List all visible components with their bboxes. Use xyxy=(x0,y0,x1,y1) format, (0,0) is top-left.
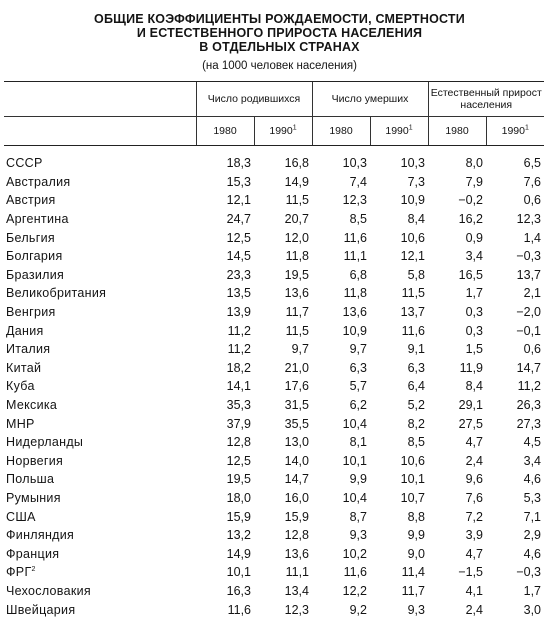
value-cell: 1,7 xyxy=(523,583,542,598)
value-cell: 4,6 xyxy=(523,472,542,487)
country-cell: Чехословакия xyxy=(6,583,91,598)
value-cell: 6,4 xyxy=(407,379,425,394)
value-cell: 15,9 xyxy=(284,509,309,524)
value-cell: 13,0 xyxy=(284,435,309,450)
value-cell: 15,3 xyxy=(226,174,251,189)
value-cell: 12,1 xyxy=(226,193,251,208)
value-cell: 9,7 xyxy=(349,342,367,357)
value-cell: 1,5 xyxy=(465,342,483,357)
value-cell: 0,6 xyxy=(523,193,542,208)
value-cell: 15,9 xyxy=(226,509,251,524)
value-cell: 16,2 xyxy=(458,212,483,227)
value-cell: 11,6 xyxy=(343,565,367,580)
value-cell: 13,4 xyxy=(284,583,309,598)
value-cell: 7,6 xyxy=(465,490,483,505)
table-row xyxy=(4,247,544,266)
table-row xyxy=(4,210,544,229)
value-cell: 4,5 xyxy=(523,435,542,450)
value-cell: 2,9 xyxy=(523,528,542,543)
value-cell: 11,6 xyxy=(343,230,367,245)
country-cell: Китай xyxy=(6,360,42,375)
header-blank-cell xyxy=(4,82,196,117)
value-cell: 7,2 xyxy=(465,509,483,524)
country-cell: Аргентина xyxy=(6,212,69,227)
value-cell: 11,2 xyxy=(227,342,251,357)
value-cell: 4,7 xyxy=(465,546,483,561)
group-header-row xyxy=(4,82,544,117)
value-cell: 1,7 xyxy=(465,286,483,301)
value-cell: 37,9 xyxy=(226,416,251,431)
value-cell: 12,3 xyxy=(342,193,367,208)
value-cell: 27,5 xyxy=(458,416,483,431)
value-cell: 20,7 xyxy=(284,212,309,227)
value-cell: 9,2 xyxy=(349,602,367,617)
value-cell: 7,6 xyxy=(523,174,542,189)
value-cell: 0,6 xyxy=(523,342,542,357)
value-cell: 12,0 xyxy=(284,230,309,245)
value-cell: 19,5 xyxy=(226,472,251,487)
value-cell: 11,9 xyxy=(459,360,483,375)
value-cell: 4,7 xyxy=(465,435,483,450)
country-cell: Австрия xyxy=(6,193,56,208)
group-header-births: Число родившихся xyxy=(196,82,312,117)
table-row xyxy=(4,303,544,322)
value-cell: 11,8 xyxy=(285,249,309,264)
value-cell: 11,1 xyxy=(343,249,367,264)
value-cell: 14,0 xyxy=(284,453,309,468)
value-cell: 8,1 xyxy=(349,435,367,450)
value-cell: 4,1 xyxy=(465,583,483,598)
value-cell: 13,9 xyxy=(226,305,251,320)
value-cell: 13,7 xyxy=(516,267,542,282)
country-cell: Италия xyxy=(6,342,51,357)
value-cell: 14,1 xyxy=(226,379,251,394)
value-cell: 3,4 xyxy=(465,249,483,264)
value-cell: 10,6 xyxy=(400,230,425,245)
year-header: 1980 xyxy=(196,117,254,146)
group-header-growth: Естественный прирост населения xyxy=(428,82,544,117)
table-row xyxy=(4,359,544,378)
country-cell: СССР xyxy=(6,156,43,171)
value-cell: 12,3 xyxy=(284,602,309,617)
value-cell: 3,4 xyxy=(523,453,542,468)
value-cell: 5,3 xyxy=(523,490,542,505)
year-header: 1990$^1$ xyxy=(370,117,428,146)
year-header: 1980 xyxy=(428,117,486,146)
table-row xyxy=(4,191,544,210)
value-cell: 21,0 xyxy=(284,360,309,375)
value-cell: 9,1 xyxy=(407,342,425,357)
value-cell: 10,9 xyxy=(400,193,425,208)
value-cell: 16,5 xyxy=(458,267,483,282)
value-cell: 16,3 xyxy=(226,583,251,598)
value-cell: −0,1 xyxy=(516,323,542,338)
value-cell: 13,2 xyxy=(226,528,251,543)
value-cell: 10,2 xyxy=(342,546,367,561)
value-cell: 1,4 xyxy=(523,230,542,245)
value-cell: 8,8 xyxy=(407,509,425,524)
value-cell: 3,9 xyxy=(465,528,483,543)
value-cell: 8,5 xyxy=(349,212,367,227)
value-cell: 0,3 xyxy=(465,305,483,320)
country-cell: Австралия xyxy=(6,174,71,189)
value-cell: 2,4 xyxy=(465,453,483,468)
table-row xyxy=(4,470,544,489)
value-cell: 8,5 xyxy=(407,435,425,450)
value-cell: 10,6 xyxy=(400,453,425,468)
value-cell: 8,4 xyxy=(407,212,425,227)
value-cell: −0,3 xyxy=(516,565,542,580)
country-cell: Дания xyxy=(6,323,44,338)
country-cell: Нидерланды xyxy=(6,435,84,450)
value-cell: 13,6 xyxy=(342,305,367,320)
value-cell: 17,6 xyxy=(284,379,309,394)
value-cell: 13,5 xyxy=(226,286,251,301)
table-row xyxy=(4,452,544,471)
value-cell: 10,4 xyxy=(342,490,367,505)
country-cell: МНР xyxy=(6,416,35,431)
value-cell: 0,9 xyxy=(465,230,483,245)
value-cell: 35,3 xyxy=(226,398,251,413)
value-cell: 2,4 xyxy=(465,602,483,617)
value-cell: 26,3 xyxy=(516,398,542,413)
value-cell: 18,3 xyxy=(226,156,251,171)
country-cell: Румыния xyxy=(6,490,61,505)
value-cell: 11,5 xyxy=(401,286,425,301)
value-cell: 6,2 xyxy=(349,398,367,413)
spacer-row xyxy=(4,146,544,155)
country-cell: Венгрия xyxy=(6,305,56,320)
value-cell: 11,6 xyxy=(401,323,425,338)
value-cell: 9,3 xyxy=(407,602,425,617)
page-header xyxy=(0,12,549,73)
value-cell: 8,0 xyxy=(465,156,483,171)
country-cell: Польша xyxy=(6,472,55,487)
value-cell: 7,9 xyxy=(465,174,483,189)
value-cell: 4,6 xyxy=(523,546,542,561)
value-cell: 10,1 xyxy=(342,453,367,468)
value-cell: 9,7 xyxy=(291,342,309,357)
value-cell: 11,7 xyxy=(401,583,425,598)
value-cell: 11,5 xyxy=(285,323,309,338)
value-cell: 11,1 xyxy=(285,565,309,580)
value-cell: 7,1 xyxy=(523,509,542,524)
value-cell: 11,2 xyxy=(517,379,542,394)
year-header: 1990$^1$ xyxy=(254,117,312,146)
table-row xyxy=(4,377,544,396)
table-row xyxy=(4,489,544,508)
value-cell: 10,1 xyxy=(226,565,251,580)
value-cell: 6,5 xyxy=(523,156,542,171)
value-cell: 5,8 xyxy=(407,267,425,282)
value-cell: 16,0 xyxy=(284,490,309,505)
value-cell: 12,5 xyxy=(226,230,251,245)
table-body xyxy=(4,146,544,619)
value-cell: 35,5 xyxy=(284,416,309,431)
page-subtitle: (на 1000 человек населения) xyxy=(202,60,357,72)
value-cell: 8,2 xyxy=(407,416,425,431)
title-line-3: В ОТДЕЛЬНЫХ СТРАНАХ xyxy=(199,40,360,54)
value-cell: −1,5 xyxy=(458,565,483,580)
value-cell: 13,6 xyxy=(284,286,309,301)
value-cell: 9,9 xyxy=(349,472,367,487)
value-cell: 12,8 xyxy=(226,435,251,450)
value-cell: 19,5 xyxy=(284,267,309,282)
value-cell: 8,4 xyxy=(465,379,483,394)
table-row xyxy=(4,582,544,601)
value-cell: 12,8 xyxy=(284,528,309,543)
value-cell: 10,3 xyxy=(400,156,425,171)
value-cell: 16,8 xyxy=(284,156,309,171)
country-cell: Франция xyxy=(6,546,60,561)
value-cell: 27,3 xyxy=(516,416,542,431)
value-cell: 10,7 xyxy=(400,490,425,505)
value-cell: 11,2 xyxy=(227,323,251,338)
table-row xyxy=(4,544,544,563)
value-cell: −0,3 xyxy=(516,249,542,264)
value-cell: 12,3 xyxy=(516,212,542,227)
country-cell: Швейцария xyxy=(6,602,76,617)
country-cell: Финляндия xyxy=(6,528,75,543)
value-cell: 10,3 xyxy=(342,156,367,171)
value-cell: 0,3 xyxy=(465,323,483,338)
header-blank-cell xyxy=(4,117,196,146)
table-row xyxy=(4,526,544,545)
table-row xyxy=(4,396,544,415)
title-line-1: ОБЩИЕ КОЭФФИЦИЕНТЫ РОЖДАЕМОСТИ, СМЕРТНОСТИ xyxy=(94,12,465,26)
year-header: 1980 xyxy=(312,117,370,146)
value-cell: 6,8 xyxy=(349,267,367,282)
group-header-deaths: Число умерших xyxy=(312,82,428,117)
country-cell: Норвегия xyxy=(6,453,64,468)
table-row xyxy=(4,321,544,340)
value-cell: 11,8 xyxy=(343,286,367,301)
value-cell: 12,1 xyxy=(400,249,425,264)
value-cell: 14,7 xyxy=(516,360,542,375)
country-cell: Мексика xyxy=(6,398,58,413)
table-row xyxy=(4,154,544,173)
table-row xyxy=(4,507,544,526)
value-cell: 29,1 xyxy=(458,398,483,413)
title-line-2: И ЕСТЕСТВЕННОГО ПРИРОСТА НАСЕЛЕНИЯ xyxy=(136,26,423,40)
value-cell: 18,2 xyxy=(226,360,251,375)
statistics-table xyxy=(4,81,544,619)
value-cell: 23,3 xyxy=(226,267,251,282)
value-cell: 12,2 xyxy=(342,583,367,598)
value-cell: 10,9 xyxy=(342,323,367,338)
value-cell: 12,5 xyxy=(226,453,251,468)
value-cell: 8,7 xyxy=(349,509,367,524)
year-header-row xyxy=(4,117,544,146)
country-cell: Бельгия xyxy=(6,230,55,245)
value-cell: 11,5 xyxy=(285,193,309,208)
table-row xyxy=(4,284,544,303)
country-cell: Болгария xyxy=(6,249,63,264)
value-cell: 9,3 xyxy=(349,528,367,543)
value-cell: 5,7 xyxy=(349,379,367,394)
value-cell: 5,2 xyxy=(407,398,425,413)
value-cell: 14,9 xyxy=(226,546,251,561)
table-row xyxy=(4,340,544,359)
value-cell: 11,4 xyxy=(401,565,425,580)
country-cell: ФРГ$^2$ xyxy=(6,565,36,580)
value-cell: 13,7 xyxy=(400,305,425,320)
value-cell: 9,9 xyxy=(407,528,425,543)
value-cell: 7,3 xyxy=(407,174,425,189)
table-row xyxy=(4,173,544,192)
country-cell: Бразилия xyxy=(6,267,65,282)
value-cell: 13,6 xyxy=(284,546,309,561)
table-row xyxy=(4,433,544,452)
value-cell: −0,2 xyxy=(458,193,483,208)
value-cell: 9,0 xyxy=(407,546,425,561)
value-cell: 31,5 xyxy=(284,398,309,413)
value-cell: 9,6 xyxy=(465,472,483,487)
country-cell: США xyxy=(6,509,36,524)
value-cell: 24,7 xyxy=(226,212,251,227)
value-cell: 7,4 xyxy=(349,174,367,189)
value-cell: 14,7 xyxy=(284,472,309,487)
value-cell: 3,0 xyxy=(523,602,542,617)
table-row xyxy=(4,266,544,285)
value-cell: 6,3 xyxy=(407,360,425,375)
year-header: 1990$^1$ xyxy=(486,117,544,146)
table-row xyxy=(4,228,544,247)
value-cell: 10,1 xyxy=(400,472,425,487)
value-cell: 6,3 xyxy=(349,360,367,375)
table-row xyxy=(4,414,544,433)
value-cell: 18,0 xyxy=(226,490,251,505)
table-row xyxy=(4,563,544,582)
value-cell: 11,7 xyxy=(285,305,309,320)
value-cell: 11,6 xyxy=(227,602,251,617)
value-cell: 10,4 xyxy=(342,416,367,431)
value-cell: −2,0 xyxy=(516,305,542,320)
country-cell: Куба xyxy=(6,379,35,394)
value-cell: 14,9 xyxy=(284,174,309,189)
country-cell: Великобритания xyxy=(6,286,107,301)
table-row xyxy=(4,600,544,619)
value-cell: 14,5 xyxy=(226,249,251,264)
value-cell: 2,1 xyxy=(523,286,542,301)
